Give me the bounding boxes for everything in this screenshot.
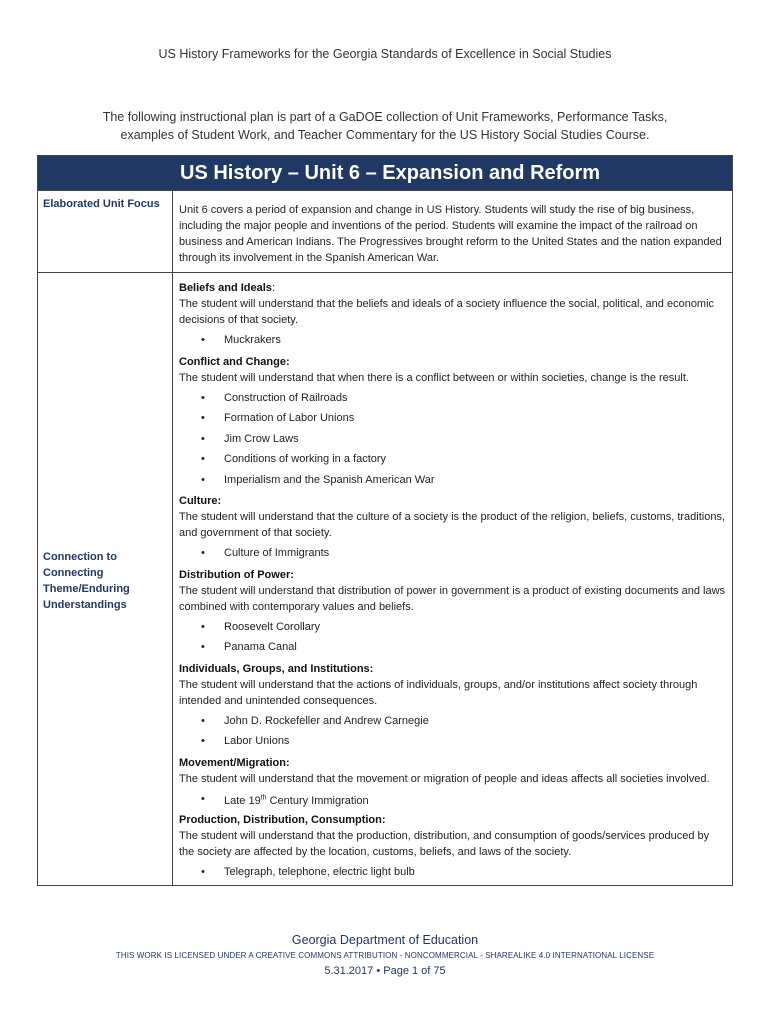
column-divider — [172, 190, 173, 886]
understandings-content — [179, 280, 727, 885]
section-heading-text: Movement/Migration: — [179, 756, 290, 769]
understanding-section — [179, 354, 727, 493]
section-bullet-list — [179, 390, 727, 493]
bullet-icon: • — [201, 547, 205, 559]
bullet-text: Imperialism and the Spanish American War — [224, 473, 435, 486]
section-text: The student will understand that the production, distribution, and consumption of goods/services produced by the society are affected by the location, customs, beliefs, and laws of the society. — [179, 830, 710, 858]
bullet-icon: • — [201, 641, 205, 653]
page-header: US History Frameworks for the Georgia Standards of Excellence in Social Studies — [158, 47, 612, 61]
section-heading — [179, 812, 727, 828]
section-heading — [179, 354, 727, 370]
section-heading-text: Culture: — [179, 495, 222, 507]
section-text: The student will understand that the culture of a society is the product of the religion, beliefs, customs, traditions, and government of that society. — [179, 511, 726, 539]
focus-text: Unit 6 covers a period of expansion and change in US History. Students will study the rise of big business, including the major people and inventions of the period. Students will examine the impact of the railroad on business and American Indians. The Progressives brought reform to the United States and the nation expanded through its involvement in the Spanish American War. — [179, 204, 722, 264]
section-heading-text: Conflict and Change: — [179, 355, 290, 368]
bullet-item — [179, 472, 727, 493]
section-heading-suffix: : — [271, 282, 275, 294]
section-bullet-list — [179, 864, 727, 885]
bullet-item — [179, 431, 727, 452]
bullet-text: Late 19th Century Immigration — [224, 794, 369, 808]
unit-title-bar — [38, 156, 732, 191]
section-text: The student will understand that the beliefs and ideals of a society influence the social, political, and economic decisions of that society. — [179, 298, 715, 326]
bullet-icon: • — [201, 453, 205, 465]
bullet-item — [179, 733, 727, 754]
bullet-item — [179, 410, 727, 431]
section-bullet-list — [179, 791, 727, 812]
bullet-icon: • — [201, 334, 205, 346]
section-bullet-list — [179, 619, 727, 660]
section-heading — [179, 661, 727, 677]
bullet-item — [179, 545, 727, 566]
intro-line-1: The following instructional plan is part of a GaDOE collection of Unit Frameworks, Performance Tasks, — [102, 110, 668, 124]
understanding-section — [179, 812, 727, 885]
bullet-text: Roosevelt Corollary — [224, 620, 320, 633]
bullet-icon: • — [201, 620, 205, 633]
section-heading — [179, 567, 727, 583]
connection-label: Connection to Connecting Theme/Enduring Understandings — [43, 551, 130, 611]
bullet-icon: • — [201, 792, 205, 805]
section-heading-text: Individuals, Groups, and Institutions: — [179, 662, 374, 675]
understanding-section — [179, 755, 727, 812]
intro-paragraph — [60, 108, 710, 144]
section-text: The student will understand that distribution of power in government is a product of existing documents and laws combined with contemporary values and beliefs. — [179, 584, 726, 613]
section-bullet-list — [179, 332, 727, 353]
understanding-section — [179, 567, 727, 660]
bullet-text: John D. Rockefeller and Andrew Carnegie — [224, 714, 429, 727]
bullet-item — [179, 332, 727, 353]
bullet-icon: • — [201, 714, 205, 727]
bullet-text: Jim Crow Laws — [224, 432, 299, 445]
bullet-text: Panama Canal — [224, 641, 297, 653]
bullet-icon: • — [201, 432, 205, 445]
bullet-item — [179, 390, 727, 411]
section-heading — [179, 280, 727, 296]
section-text: The student will understand that the movement or migration of people and ideas affects all societies involved. — [179, 772, 710, 785]
bullet-item — [179, 791, 727, 812]
section-heading-text: Production, Distribution, Consumption: — [179, 814, 386, 826]
section-heading — [179, 493, 727, 509]
bullet-text: Culture of Immigrants — [224, 547, 330, 559]
section-bullet-list — [179, 713, 727, 754]
section-heading — [179, 755, 727, 771]
bullet-text: Construction of Railroads — [224, 391, 348, 404]
unit-table — [37, 155, 733, 886]
footer-license: THIS WORK IS LICENSED UNDER A CREATIVE COMMONS ATTRIBUTION - NONCOMMERCIAL - SHAREALIKE 4.0 INTERNATIONAL LICENSE — [115, 951, 655, 960]
intro-line-2: examples of Student Work, and Teacher Commentary for the US History Social Studies Course. — [120, 128, 650, 142]
bullet-text: Muckrakers — [224, 334, 281, 346]
bullet-text: Labor Unions — [224, 735, 290, 747]
bullet-text: Formation of Labor Unions — [224, 412, 355, 424]
section-text: The student will understand that when there is a conflict between or within societies, change is the result. — [179, 371, 689, 384]
bullet-item — [179, 451, 727, 472]
bullet-icon: • — [201, 735, 205, 747]
bullet-text: Conditions of working in a factory — [224, 453, 387, 465]
bullet-item — [179, 864, 727, 885]
bullet-text: Telegraph, telephone, electric light bulb — [224, 866, 415, 878]
bullet-item — [179, 639, 727, 660]
footer-org: Georgia Department of Education — [291, 933, 479, 947]
unit-title: US History – Unit 6 – Expansion and Reform — [180, 162, 601, 184]
section-text: The student will understand that the actions of individuals, groups, and/or institutions affect society through intended and unintended consequences. — [179, 678, 698, 707]
section-heading-text: Beliefs and Ideals — [179, 282, 272, 294]
section-heading-text: Distribution of Power: — [179, 568, 294, 581]
bullet-icon: • — [201, 412, 205, 424]
understanding-section — [179, 661, 727, 754]
understanding-section — [179, 280, 727, 353]
focus-label: Elaborated Unit Focus — [43, 198, 160, 210]
bullet-item — [179, 619, 727, 640]
section-bullet-list — [179, 545, 727, 566]
footer-page: 5.31.2017 • Page 1 of 75 — [324, 965, 446, 977]
bullet-icon: • — [201, 391, 205, 404]
bullet-item — [179, 713, 727, 734]
understanding-section — [179, 493, 727, 566]
row-divider — [38, 272, 732, 273]
bullet-icon: • — [201, 473, 205, 486]
bullet-icon: • — [201, 866, 205, 878]
